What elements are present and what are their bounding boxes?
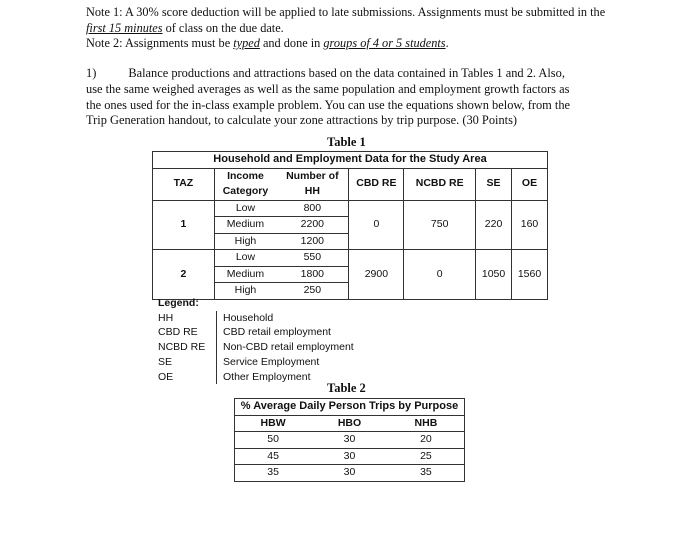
typed-text: typed [233,36,260,50]
ncbd-re-cell: 750 [404,200,476,250]
oe-header: OE [512,168,548,200]
question-line-1 [86,66,686,82]
income-header-2: Category [222,185,269,197]
trip-pct-cell: 25 [388,448,465,465]
note-1-line-2 [86,21,686,37]
trip-pct-cell: 20 [388,432,465,449]
household-employment-table [152,151,548,300]
income-category-cell: Low [214,250,276,267]
table-row [235,432,465,449]
ncbd-re-cell: 0 [404,250,476,300]
trip-pct-cell: 35 [420,466,432,478]
hbw-header: HBW [235,415,312,432]
ncbd-re-header: NCBD RE [404,168,476,200]
nhb-header: NHB [388,415,465,432]
note-1-tail: of class on the due date. [162,20,284,35]
legend-desc: Household [223,311,274,324]
number-header-2: HH [276,184,349,200]
group-size-text: groups of 4 or 5 students [323,36,446,50]
se-header: SE [476,168,512,200]
legend-abbr: OE [158,370,174,383]
notes [86,5,686,52]
legend-descriptions [216,311,354,385]
question-line-4: Trip Generation handout, to calculate your zone attractions by trip purpose. (30 Points) [86,113,518,128]
cbd-re-header: CBD RE [349,168,404,200]
question-line-2: use the same weighed averages as well as the same population and employment growth factors as [86,81,570,96]
legend-label: Legend: [158,297,199,309]
table-2-title: % Average Daily Person Trips by Purpose [235,399,465,416]
hh-count-cell: 1800 [276,266,349,283]
question-line-3: the ones used for the in-class example problem. You can use the equations shown below, from the [86,97,571,112]
trip-pct-cell: 50 [235,432,312,449]
table-row [235,465,465,482]
legend-abbr: NCBD RE [158,341,206,354]
hh-count-cell: 2200 [276,217,349,234]
table-1-caption: Table 1 [327,135,366,149]
taz-header: TAZ [153,168,215,200]
trip-purpose-table [234,398,465,482]
income-category-cell: High [234,284,257,296]
hbo-header: HBO [311,415,388,432]
note-1-line-1: Note 1: A 30% score deduction will be applied to late submissions. Assignments must be submitted in the [86,5,606,19]
legend-abbr: HH [158,311,174,324]
oe-cell: 160 [512,200,548,250]
question-text-1: Balance productions and attractions based on the data contained in Tables 1 and 2. Also, [128,66,565,80]
trip-pct-cell: 35 [267,466,279,478]
cbd-re-cell: 2900 [349,250,404,300]
se-cell: 220 [476,200,512,250]
note-2 [86,36,686,52]
note-2-start: Note 2: Assignments must be [86,36,234,50]
income-category-cell: Medium [214,217,276,234]
income-category-cell: High [234,234,257,247]
question-number: 1) [86,66,97,80]
legend-desc: Other Employment [223,370,311,383]
income-category-cell: Medium [214,266,276,283]
note-2-mid: and done in [259,36,324,50]
legend-abbr: CBD RE [158,326,198,339]
hh-count-cell: 1200 [276,233,349,250]
legend-desc: Non-CBD retail employment [223,341,354,354]
number-header-1: Number of [276,168,349,184]
hh-count-cell: 550 [276,250,349,267]
legend-desc: CBD retail employment [223,326,331,339]
table-row [235,448,465,465]
trip-pct-cell: 30 [311,448,388,465]
income-category-cell: Low [214,200,276,217]
question-1 [86,66,686,129]
trip-pct-cell: 45 [235,448,312,465]
legend [158,296,354,383]
legend-abbreviations [158,311,205,385]
table-1-title: Household and Employment Data for the Study Area [213,153,487,165]
hh-count-cell: 250 [276,283,349,300]
cbd-re-cell: 0 [349,200,404,250]
taz-cell: 1 [153,200,215,250]
hh-count-cell: 800 [276,200,349,217]
deadline-text: first 15 minutes [86,20,163,35]
trip-pct-cell: 30 [311,432,388,449]
table-2-caption: Table 2 [327,381,366,395]
oe-cell: 1560 [512,250,548,300]
legend-abbr: SE [158,355,173,368]
note-2-end: . [445,36,449,50]
legend-desc: Service Employment [223,355,320,368]
se-cell: 1050 [476,250,512,300]
taz-cell: 2 [153,250,215,300]
income-header-1: Income [214,168,276,184]
trip-pct-cell: 30 [343,466,356,478]
